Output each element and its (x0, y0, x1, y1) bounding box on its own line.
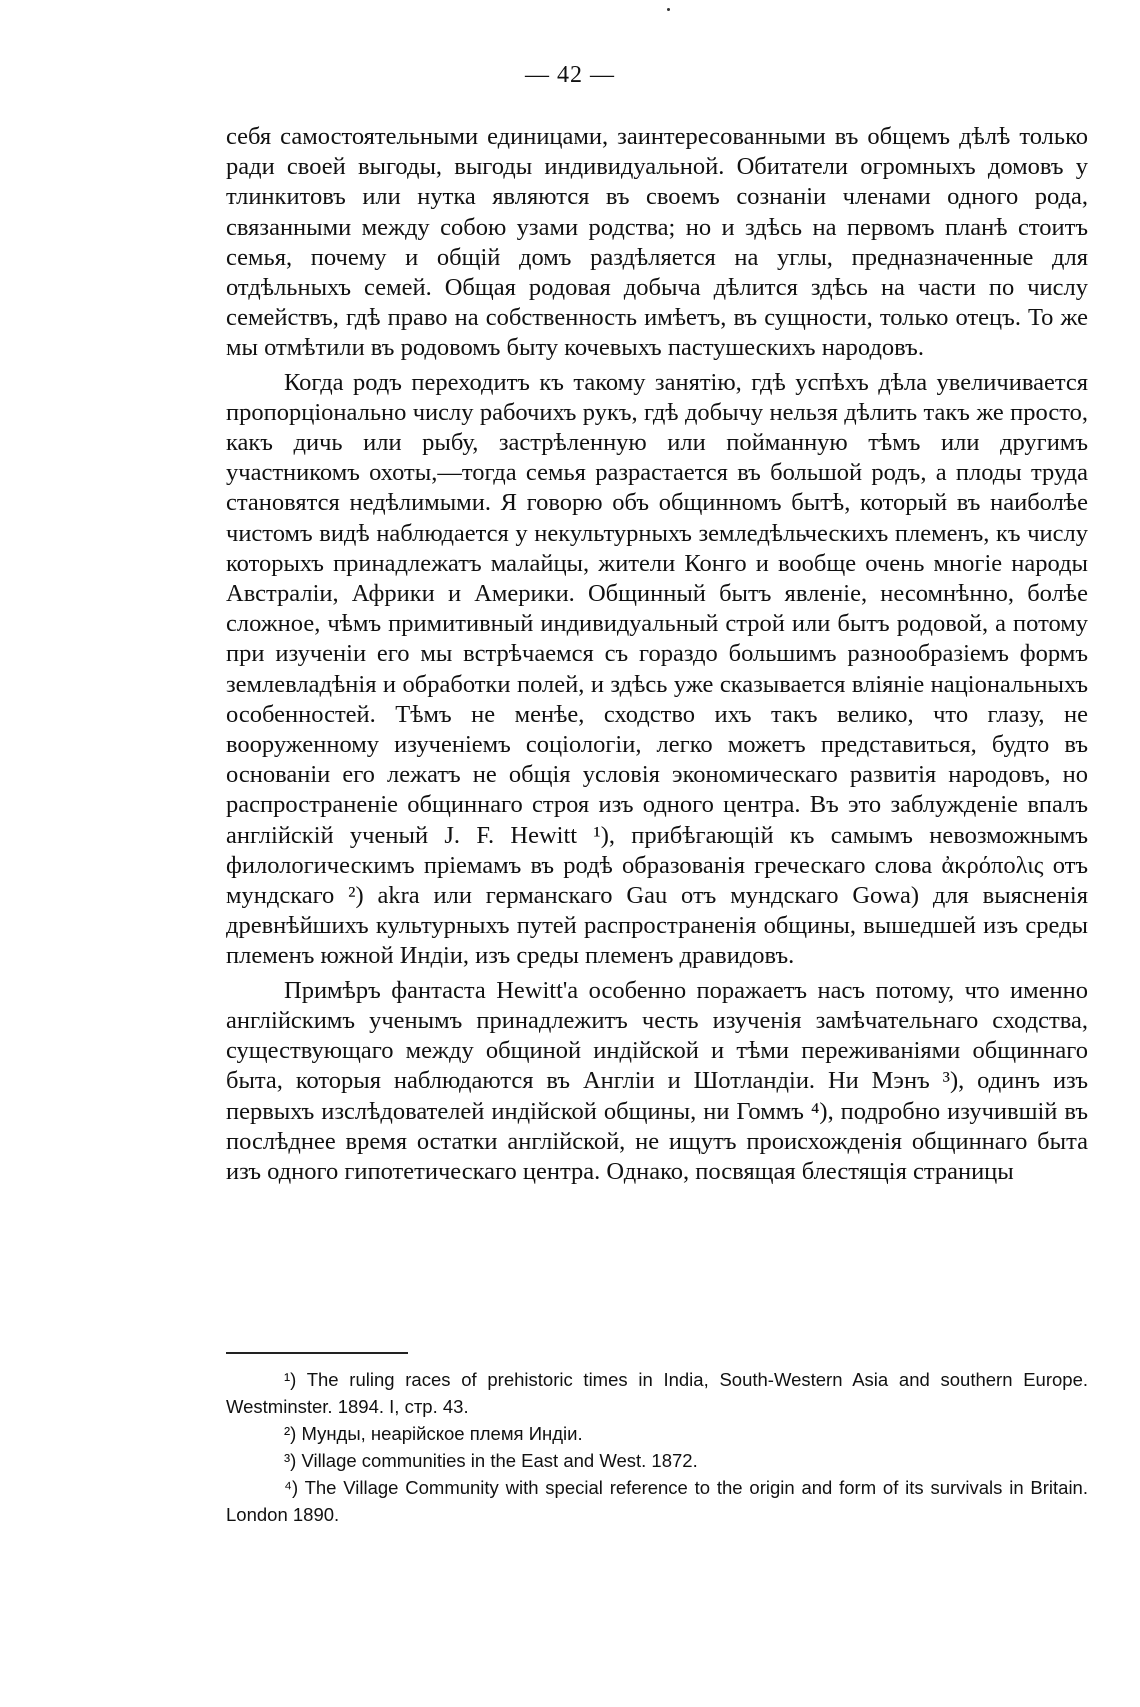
footnotes (226, 1366, 1088, 1528)
paragraph-3: Примѣръ фантаста Hewitt'a особенно поражаетъ насъ потому, что именно англiйскимъ ученымъ принадлежитъ честь изученiя замѣчательнаго сходства, существующаго между общиной индiйской и тѣми переживанiями общиннаго быта, которыя наблюдаются въ Англiи и Шотландiи. Ни Мэнъ ³), одинъ изъ первыхъ изслѣдователей индiйской общины, ни Гоммъ ⁴), подробно изучившiй въ послѣднее время остатки англiйской, не ищутъ происхожденiя общиннаго быта изъ одного гипотетическаго центра. Однако, посвящая блестящiя страницы (226, 976, 1088, 1185)
page-number: — 42 — (525, 62, 615, 88)
main-text (226, 122, 1088, 1187)
footnote-2: ²) Мунды, неарiйское племя Индiи. (284, 1423, 583, 1444)
footnote-divider (226, 1352, 408, 1354)
paragraph-1: себя самостоятельными единицами, заинтересованными въ общемъ дѣлѣ только ради своей выгоды, выгоды индивидуальной. Обитатели огромныхъ домовъ у тлинкитовъ или нутка являются въ своемъ сознанiи членами одного рода, связанными между собою узами родства; но и здѣсь на первомъ планѣ стоитъ семья, почему и общiй домъ раздѣляется на углы, предназначенные для отдѣльныхъ семей. Общая родовая добыча дѣлится здѣсь на части по числу семействъ, гдѣ право на собственность имѣетъ, въ сущности, только отецъ. То же мы отмѣтили въ родовомъ быту кочевыхъ пастушескихъ народовъ. (226, 123, 1088, 362)
scan-speck (667, 8, 670, 11)
paragraph-2: Когда родъ переходитъ къ такому занятiю, гдѣ успѣхъ дѣла увеличивается пропорцiонально числу рабочихъ рукъ, гдѣ добычу нельзя дѣлить такъ же просто, какъ дичь или рыбу, застрѣленную или пойманную тѣмъ или другимъ участникомъ охоты,—тогда семья разрастается въ большой родъ, а плоды труда становятся недѣлимыми. Я говорю объ общинномъ бытѣ, который въ наиболѣе чистомъ видѣ наблюдается у некультурныхъ земледѣльческихъ племенъ, къ числу которыхъ принадлежатъ малайцы, жители Конго и вообще очень многiе народы Австралiи, Африки и Америки. Общинный бытъ явленiе, несомнѣнно, болѣе сложное, чѣмъ примитивный индивидуальный строй или бытъ родовой, а потому при изученiи его мы встрѣчаемся съ гораздо большимъ разнообразiемъ формъ землевладѣнiя и обработки полей, и здѣсь уже сказывается влiянiе нацiональныхъ особенностей. Тѣмъ не менѣе, сходство ихъ такъ велико, что глазу, не вооруженному изученiемъ соцiологiи, легко можетъ представиться, будто въ основанiи его лежатъ не общiя условiя экономическаго развитiя народовъ, но распространенiе общиннаго строя изъ одного центра. Въ это заблужденiе впалъ англiйскiй ученый J. F. Hewitt ¹), прибѣгающiй къ самымъ невозможнымъ филологическимъ прiемамъ въ родѣ образованiя греческаго слова ἀκρόπολις отъ мундскаго ²) akra или германскаго Gau отъ мундскаго Gowa) для выясненiя древнѣйшихъ культурныхъ путей распространенiя общины, вышедшей изъ среды племенъ южной Индiи, изъ среды племенъ дравидовъ. (226, 368, 1088, 970)
footnote-1: ¹) The ruling races of prehistoric times in India, South-Western Asia and southern Europe. Westminster. 1894. I, стр. 43. (226, 1369, 1088, 1417)
footnote-3: ³) Village communities in the East and West. 1872. (284, 1450, 698, 1471)
footnote-4: ⁴) The Village Community with special reference to the origin and form of its survivals in Britain. London 1890. (226, 1477, 1088, 1525)
